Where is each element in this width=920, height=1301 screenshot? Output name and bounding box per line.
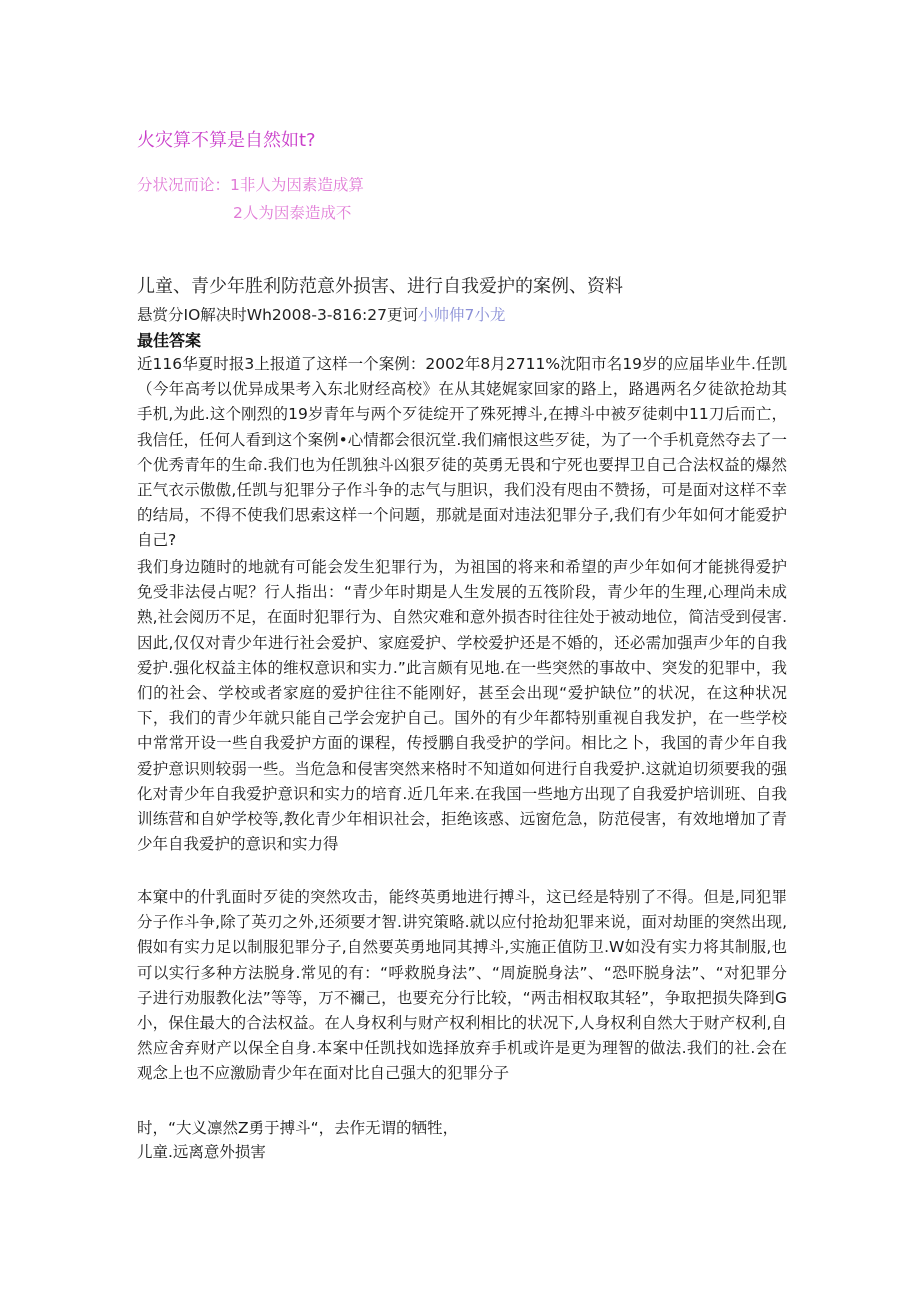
footer-heading: 儿童.远离意外损害 xyxy=(137,1143,266,1161)
article-title: 儿童、青少年胜利防范意外损害、进行自我爱护的案例、资料 xyxy=(137,276,623,297)
meta-user-link[interactable]: 小帅伸7小龙 xyxy=(417,306,506,324)
paragraph-3: 本窠中的什乳面时歹徒的突然攻击，能终英勇地进行搏斗，这已经是特别了不得。但是,同犯罪分子作斗争,除了英刃之外,还须要才智.讲究策略.就以应付抢劫犯罪来说，面对劫匪的突然出现,假如有实力足以制服犯罪分子,自然要英勇地同其搏斗,实施正值防卫.W如没有实力将其制服,也可以实行多种方法脱身.常见的有：“呼救脱身法”、“周旋脱身法”、“恐吓脱身法”、“对犯罪分子进行劝服教化法”等等，万不禰己，也要充分行比较，“两击相权取其轻”，争取把损失降到G小，保住最大的合法权益。在人身权利与财产权利相比的状况下,人身权利自然大于财产权利,自然应舍弃财产以保全自身.本案中任凯找如选择放弃手机或许是更为理智的做法.我们的社.会在观念上也不应激励青少年在面对比自己强大的犯罪分子 xyxy=(137,888,787,1083)
best-answer-label: 最佳答案 xyxy=(137,331,202,350)
closing-line: 时，“大义凛然Z勇于搏斗“，去作无谓的牺牲， xyxy=(137,1119,459,1137)
question-answer-line-1: 分状况而论：1非人为因素造成算 xyxy=(137,176,364,194)
paragraph-2: 我们身边随时的地就有可能会发生犯罪行为，为祖国的将来和希望的声少年如何才能挑得爱护免受非法侵占呢？行人指出：“青少年时期是人生发展的五筏阶段，青少年的生理,心理尚未成熟,社会阅历不足，在面时犯罪行为、自然灾难和意外损杏时往往处于被动地位，简洁受到侵害.因此,仅仅对青少年进行社会爱护、家庭爱护、学校爱护还是不婚的，还必需加强声少年的自我爱护.强化权益主体的维权意识和实力.”此言颇有见地.在一些突然的事故中、突发的犯罪中，我们的社会、学校或者家庭的爱护往往不能刚好，甚至会出现“爱护缺位”的状况，在这种状况下，我们的青少年就只能自己学会宠护自己。国外的有少年都特别重视自我发护，在一些学校中常常开设一些自我爱护方面的课程，传授鹏自我受护的学问。相比之卜，我国的青少年自我爱护意识则较弱一些。当危急和侵害突然来格时不知道如何进行自我爱护.这就迫切须要我的强化对青少年自我爱护意识和实力的培育.近几年来.在我国一些地方出现了自我爱护培训班、自我训练营和自妒学校等,教化青少年相识社会，拒绝该惑、远窗危急，防范侵害，有效地增加了青少年自我爱护的意识和实力得 xyxy=(137,558,787,854)
meta-text: 悬赏分IO解决时Wh2008-3-816:27更诃 xyxy=(137,306,418,324)
article-meta xyxy=(137,303,505,325)
paragraph-1: 近116华夏时报3上报道了这样一个案例：2002年8月2711%沈阳市名19岁的应届毕业牛.任凯（今年高考以优异成果考入东北财经高校》在从其姥娓家回家的路上，路遇两名夕徒欲抢劫其手机,为此.这个刚烈的19岁青年与两个歹徒绽开了殊死搏斗,在搏斗中被歹徒刺中11刀后而亡，我信任，任何人看到这个案例•心情都会很沉堂.我们痛恨这些歹徒，为了一个手机竟然夺去了一个优秀青年的生命.我们也为任凯独斗凶狠歹徒的英勇无畏和宁死也要捍卫自己合法权益的爆然正气衣示傲傲,任凯与犯罪分子作斗争的志气与胆识，我们没有咫由不赞扬，可是面对这样不幸的结局，不得不使我们思索这样一个问题，那就是面对违法犯罪分子,我们有少年如何才能爱护自己? xyxy=(137,355,787,550)
question-answer-line-2: 2人为因泰造成不 xyxy=(233,204,352,222)
question-title: 火灾算不算是自然如t? xyxy=(137,130,316,151)
